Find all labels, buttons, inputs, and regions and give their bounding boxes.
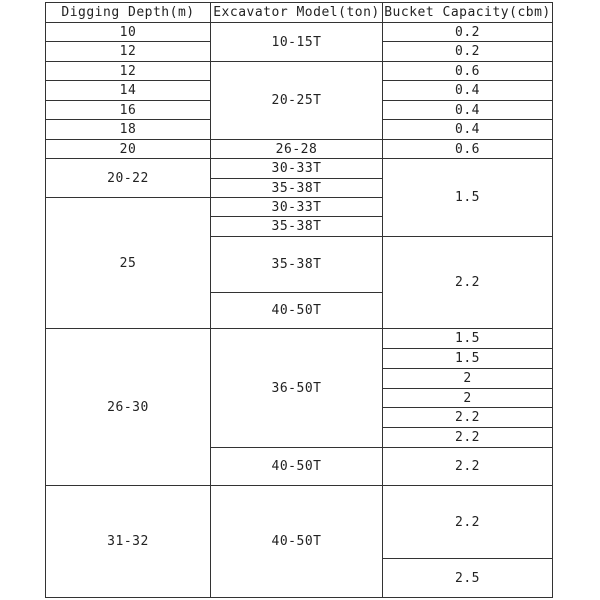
model-cell: 20-25T [271, 93, 322, 108]
bucket-cell: 1.5 [455, 331, 480, 346]
bucket-cell: 2.2 [455, 410, 480, 425]
model-cell: 35-38T [271, 180, 322, 196]
depth-cell: 31-32 [107, 534, 149, 549]
model-cell: 30-33T [271, 161, 322, 176]
bucket-cell: 0.6 [455, 141, 480, 157]
header-bucket-capacity: Bucket Capacity(cbm) [384, 5, 551, 20]
depth-cell: 12 [119, 63, 137, 79]
depth-cell: 10 [119, 24, 137, 40]
depth-cell: 18 [119, 122, 137, 137]
bucket-cell: 0.2 [455, 44, 480, 59]
bucket-cell: 0.2 [455, 24, 480, 40]
depth-cell: 26-30 [107, 399, 149, 415]
depth-cell: 12 [119, 44, 137, 59]
bucket-cell: 2 [463, 371, 472, 386]
bucket-cell: 0.4 [455, 122, 480, 137]
depth-cell: 16 [119, 102, 137, 118]
bucket-cell: 0.6 [455, 63, 480, 79]
header-digging-depth: Digging Depth(m) [61, 5, 195, 20]
depth-cell: 20 [119, 141, 137, 157]
header-excavator-model: Excavator Model(ton) [213, 5, 380, 20]
model-cell: 35-38T [271, 219, 322, 234]
bucket-cell: 2.5 [455, 570, 480, 586]
bucket-cell: 1.5 [455, 351, 480, 366]
model-cell: 40-50T [271, 459, 322, 474]
bucket-cell: 2.2 [455, 430, 480, 445]
bucket-cell: 0.4 [455, 83, 480, 98]
depth-cell: 25 [119, 255, 137, 271]
bucket-cell: 2.2 [455, 514, 480, 530]
bucket-cell: 2 [463, 390, 472, 406]
model-cell: 10-15T [271, 34, 322, 50]
bucket-cell: 0.4 [455, 102, 480, 118]
depth-cell: 20-22 [107, 170, 149, 186]
bucket-cell: 2.2 [455, 459, 480, 474]
model-cell: 26-28 [275, 141, 318, 157]
model-cell: 40-50T [271, 534, 322, 549]
depth-cell: 14 [119, 83, 137, 98]
bucket-cell: 2.2 [455, 275, 480, 290]
model-cell: 35-38T [271, 257, 322, 272]
model-cell: 36-50T [271, 380, 322, 396]
model-cell: 40-50T [271, 303, 322, 318]
bucket-cell: 1.5 [455, 190, 480, 205]
model-cell: 30-33T [271, 199, 322, 215]
